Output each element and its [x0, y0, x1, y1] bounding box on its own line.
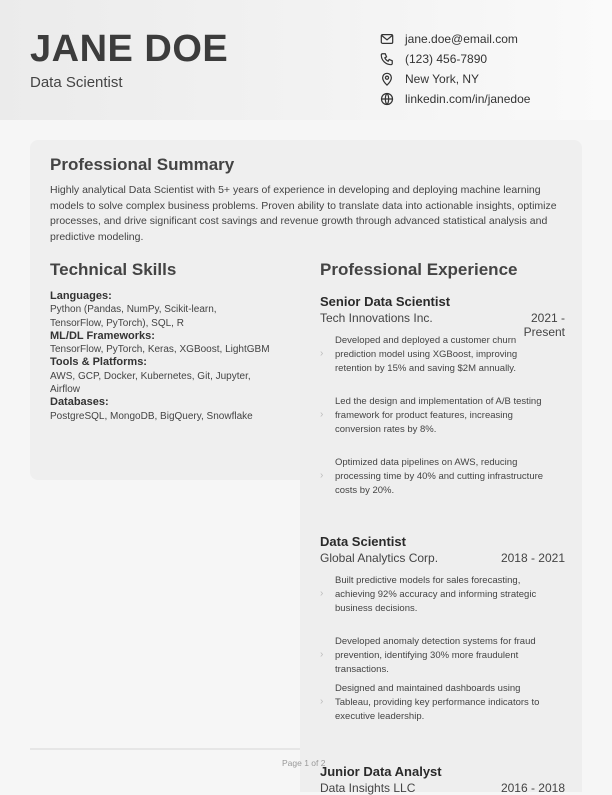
experience-heading: Professional Experience	[320, 260, 518, 279]
summary-text: Highly analytical Data Scientist with 5+ years of experience in developing and deploying machine learning models to solve complex business problems. Proven ability to translate data into actionable insights, optimize processes, and drive significant cost savings and revenue growth through advanced statistical analysis and predictive modeling.	[50, 184, 557, 243]
job-bullet: › Built predictive models for sales forecasting, achieving 92% accuracy and informing strategic business decisions.	[320, 575, 537, 614]
chevron-right-icon: ›	[320, 470, 324, 481]
job-bullet: › Designed and maintained dashboards using Tableau, providing key performance indicators to executive leadership.	[320, 683, 540, 722]
job-dates: 2021 - Present	[523, 311, 565, 339]
job-entry	[320, 764, 565, 795]
chevron-right-icon: ›	[320, 409, 324, 420]
skill-label: ML/DL Frameworks:	[50, 329, 155, 342]
skill-value: PostgreSQL, MongoDB, BigQuery, Snowflake	[50, 410, 253, 422]
skill-label: Databases:	[50, 396, 109, 409]
contact-location	[380, 69, 530, 89]
job-title: Data Scientist	[320, 534, 406, 549]
contact-list	[380, 29, 530, 109]
chevron-right-icon: ›	[320, 696, 324, 707]
job-bullet: › Led the design and implementation of A/B testing framework for product features, increasing conversion rates by 8%.	[320, 396, 542, 435]
skill-label: Tools & Platforms:	[50, 356, 147, 369]
phone-text: (123) 456-7890	[405, 52, 488, 66]
chevron-right-icon: ›	[320, 348, 324, 359]
linkedin-text: linkedin.com/in/janedoe	[405, 92, 531, 106]
candidate-name: JANE DOE	[30, 28, 229, 70]
job-entry	[320, 294, 565, 496]
job-title: Senior Data Scientist	[320, 294, 451, 309]
page-number: Page 1 of 2	[282, 758, 326, 768]
skill-value: Python (Pandas, NumPy, Scikit-learn, TensorFlow, PyTorch), SQL, R	[50, 304, 217, 329]
job-company: Data Insights LLC	[320, 781, 416, 795]
phone-icon	[380, 52, 394, 66]
skills-list	[50, 290, 270, 423]
candidate-title: Data Scientist	[30, 74, 123, 91]
email-text: jane.doe@email.com	[405, 32, 518, 46]
chevron-right-icon: ›	[320, 649, 324, 660]
mail-icon	[380, 32, 394, 46]
contact-phone[interactable]	[380, 49, 530, 69]
page-divider	[30, 748, 300, 750]
skill-value: AWS, GCP, Docker, Kubernetes, Git, Jupyter, Airflow	[50, 370, 251, 396]
job-bullet: › Optimized data pipelines on AWS, reducing processing time by 40% and cutting infrastructure costs by 20%.	[320, 457, 544, 496]
location-text: New York, NY	[405, 72, 480, 86]
job-entry	[320, 534, 565, 722]
job-title: Junior Data Analyst	[320, 764, 442, 779]
chevron-right-icon: ›	[320, 588, 324, 599]
location-icon	[380, 72, 394, 86]
skill-label: Languages:	[50, 290, 112, 302]
job-company: Tech Innovations Inc.	[320, 311, 433, 325]
job-dates: 2016 - 2018	[500, 781, 565, 795]
job-bullet: › Developed anomaly detection systems for fraud prevention, identifying 30% more fraudulent transactions.	[320, 636, 536, 675]
contact-linkedin[interactable]	[380, 89, 530, 109]
job-company: Global Analytics Corp.	[320, 551, 439, 565]
summary-heading: Professional Summary	[50, 155, 235, 174]
globe-icon	[380, 92, 394, 106]
skills-heading: Technical Skills	[50, 260, 177, 279]
contact-email[interactable]	[380, 29, 530, 49]
job-bullet: › Developed and deployed a customer churn prediction model using XGBoost, improving retention by 15% and saving $2M annually.	[320, 335, 518, 374]
job-dates: 2018 - 2021	[500, 551, 565, 565]
resume-header	[0, 0, 612, 120]
skill-value: TensorFlow, PyTorch, Keras, XGBoost, LightGBM	[50, 344, 270, 356]
